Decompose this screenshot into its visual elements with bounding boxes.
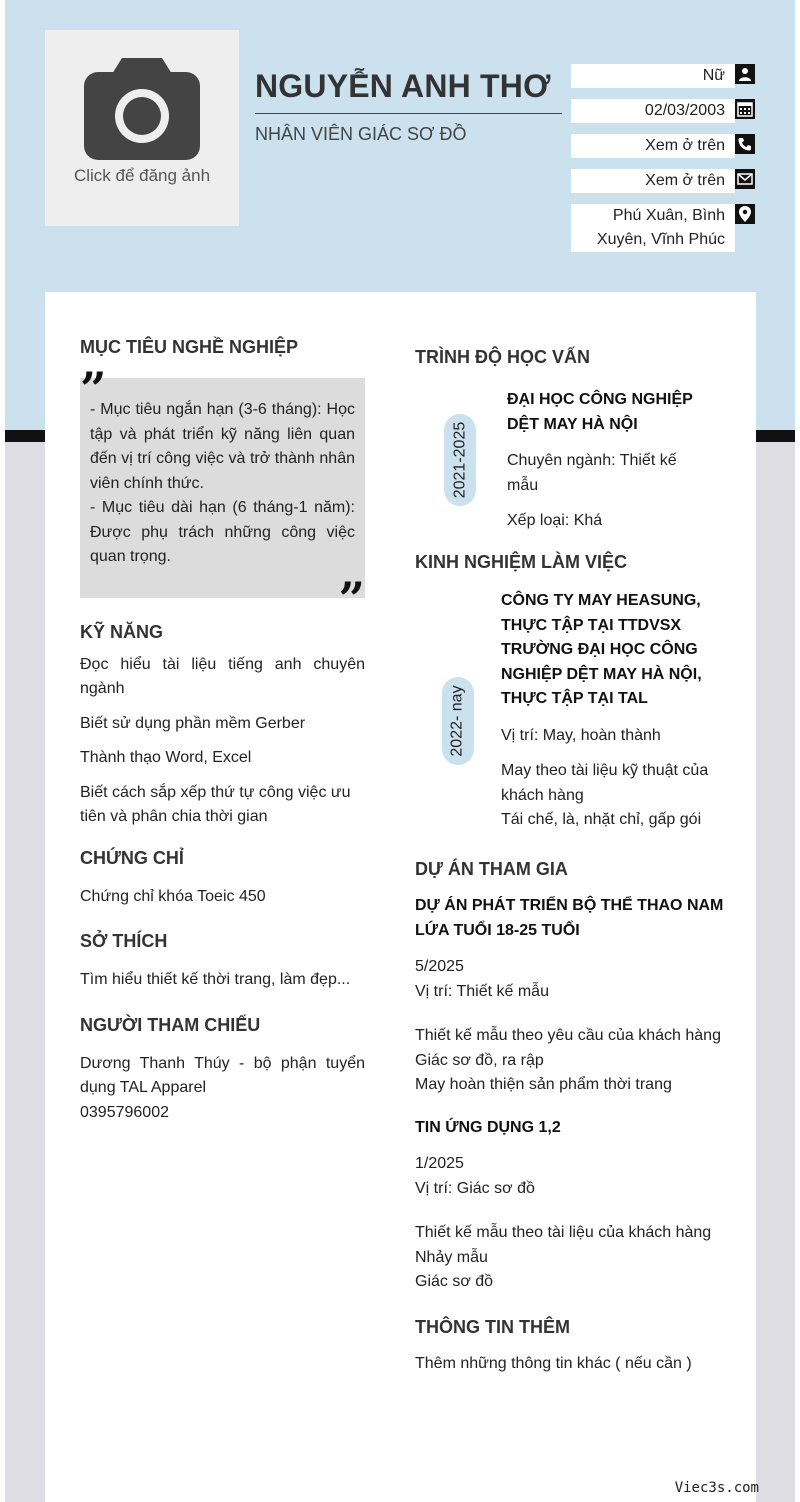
experience-desc: May theo tài liệu kỹ thuật của khách hàng xyxy=(501,762,709,804)
education-grade: Xếp loại: Khá xyxy=(507,512,603,529)
project-task: Nhảy mẫu xyxy=(415,1248,488,1266)
contact-birthday xyxy=(571,99,757,123)
calendar-icon xyxy=(735,99,755,119)
watermark: Viec3s.com xyxy=(674,1480,759,1496)
education-major: Chuyên ngành: Thiết kế mẫu xyxy=(507,452,677,494)
education-period-badge xyxy=(444,414,476,506)
hobbies-text[interactable]: Tìm hiểu thiết kế thời trang, làm đẹp... xyxy=(80,971,351,988)
skill-item: Thành thạo Word, Excel xyxy=(80,749,252,766)
project-task: Giác sơ đồ xyxy=(415,1273,494,1290)
skill-item: Biết sử dụng phần mềm Gerber xyxy=(80,714,306,732)
open-quote-icon: ” xyxy=(80,362,107,416)
objective-long-term: - Mục tiêu dài hạn (6 tháng-1 năm): Được phụ trách những công việc quan trọng. xyxy=(90,499,355,565)
project-role: Vị trí: Giác sơ đồ xyxy=(415,1179,535,1197)
project-date: 5/2025 xyxy=(415,958,464,975)
email-value[interactable]: Xem ở trên xyxy=(571,169,735,193)
project-task: Thiết kế mẫu theo tài liệu của khách hàng xyxy=(415,1224,712,1241)
gender-value[interactable]: Nữ xyxy=(571,64,735,88)
reference-phone: 0395796002 xyxy=(80,1103,169,1121)
project-name: DỰ ÁN PHÁT TRIỂN BỘ THỂ THAO NAM LỨA TUỔI 18-25 TUỔI xyxy=(415,897,724,939)
photo-label: Click để đăng ảnh xyxy=(73,166,211,185)
project-task: Giác sơ đồ, ra rập xyxy=(415,1051,544,1069)
contact-gender xyxy=(571,64,757,88)
project-item[interactable] xyxy=(415,894,725,1098)
candidate-name[interactable]: NGUYỄN ANH THƠ xyxy=(255,68,562,114)
location-icon xyxy=(735,204,755,224)
extra-heading: THÔNG TIN THÊM xyxy=(415,1316,570,1337)
objective-box[interactable] xyxy=(80,362,365,626)
project-role: Vị trí: Thiết kế mẫu xyxy=(415,982,549,1000)
project-task: Thiết kế mẫu theo yêu cầu của khách hàng xyxy=(415,1027,721,1044)
photo-upload[interactable] xyxy=(45,30,239,226)
experience-entry[interactable] xyxy=(415,589,725,859)
experience-period: 2022- nay xyxy=(449,685,467,757)
skill-item: Biết cách sắp xếp thứ tự công việc ưu tiên và phân chia thời gian xyxy=(80,783,351,825)
skills-heading: KỸ NĂNG xyxy=(80,621,164,642)
right-column xyxy=(415,292,725,1376)
mail-icon xyxy=(735,169,755,189)
education-entry[interactable] xyxy=(415,388,725,538)
project-task: May hoàn thiện sản phẩm thời trang xyxy=(415,1076,672,1093)
contact-phone xyxy=(571,134,757,158)
contact-email xyxy=(571,169,757,193)
contact-address xyxy=(571,204,757,252)
phone-value[interactable]: Xem ở trên xyxy=(571,134,735,158)
phone-icon xyxy=(735,134,755,154)
contact-list xyxy=(571,64,757,263)
project-name: TIN ỨNG DỤNG 1,2 xyxy=(415,1118,561,1136)
references-block[interactable] xyxy=(80,1052,365,1126)
hobbies-heading: SỞ THÍCH xyxy=(80,931,168,951)
person-icon xyxy=(735,64,755,84)
cv-body xyxy=(45,292,756,1502)
reference-person: Dương Thanh Thúy - bộ phận tuyển dụng TAL Apparel xyxy=(80,1054,365,1096)
skills-list[interactable] xyxy=(80,653,365,830)
experience-position: Vị trí: May, hoàn thành xyxy=(501,726,661,744)
project-date: 1/2025 xyxy=(415,1155,464,1172)
extra-text[interactable]: Thêm những thông tin khác ( nếu cần ) xyxy=(415,1354,692,1372)
experience-heading: KINH NGHIỆM LÀM VIỆC xyxy=(415,552,628,572)
birthday-value[interactable]: 02/03/2003 xyxy=(571,99,735,123)
references-heading: NGƯỜI THAM CHIẾU xyxy=(80,1014,261,1035)
left-column xyxy=(80,292,365,1125)
cv-page xyxy=(5,0,795,1502)
experience-period-badge xyxy=(442,677,474,765)
certificate-item[interactable]: Chứng chỉ khóa Toeic 450 xyxy=(80,887,266,905)
close-quote-icon: ” xyxy=(338,571,365,626)
candidate-title[interactable]: NHÂN VIÊN GIÁC SƠ ĐỒ xyxy=(255,124,467,144)
projects-heading: DỰ ÁN THAM GIA xyxy=(415,859,568,879)
skill-item: Đọc hiểu tài liệu tiếng anh chuyên ngành xyxy=(80,655,365,697)
education-period: 2021-2025 xyxy=(451,421,469,499)
objective-short-term: - Mục tiêu ngắn hạn (3-6 tháng): Học tập và phát triển kỹ năng liên quan đến vị trí công việc và trở thành nhân viên chính thức. xyxy=(90,401,355,492)
certificates-heading: CHỨNG CHỈ xyxy=(80,847,184,868)
education-heading: TRÌNH ĐỘ HỌC VẤN xyxy=(415,347,590,367)
address-value[interactable]: Phú Xuân, Bình Xuyên, Vĩnh Phúc xyxy=(571,204,735,252)
project-item[interactable] xyxy=(415,1116,725,1295)
experience-company: CÔNG TY MAY HEASUNG, THỰC TẬP TẠI TTDVSX TRƯỜNG ĐẠI HỌC CÔNG NGHIỆP DỆT MAY HÀ NỘI, THỰC TẬP TẠI TAL xyxy=(501,592,702,707)
experience-desc: Tái chế, là, nhặt chỉ, gấp gói xyxy=(501,811,702,828)
education-school: ĐẠI HỌC CÔNG NGHIỆP DỆT MAY HÀ NỘI xyxy=(507,391,693,433)
camera-icon xyxy=(84,58,200,160)
objective-heading: MỤC TIÊU NGHỀ NGHIỆP xyxy=(80,337,299,357)
